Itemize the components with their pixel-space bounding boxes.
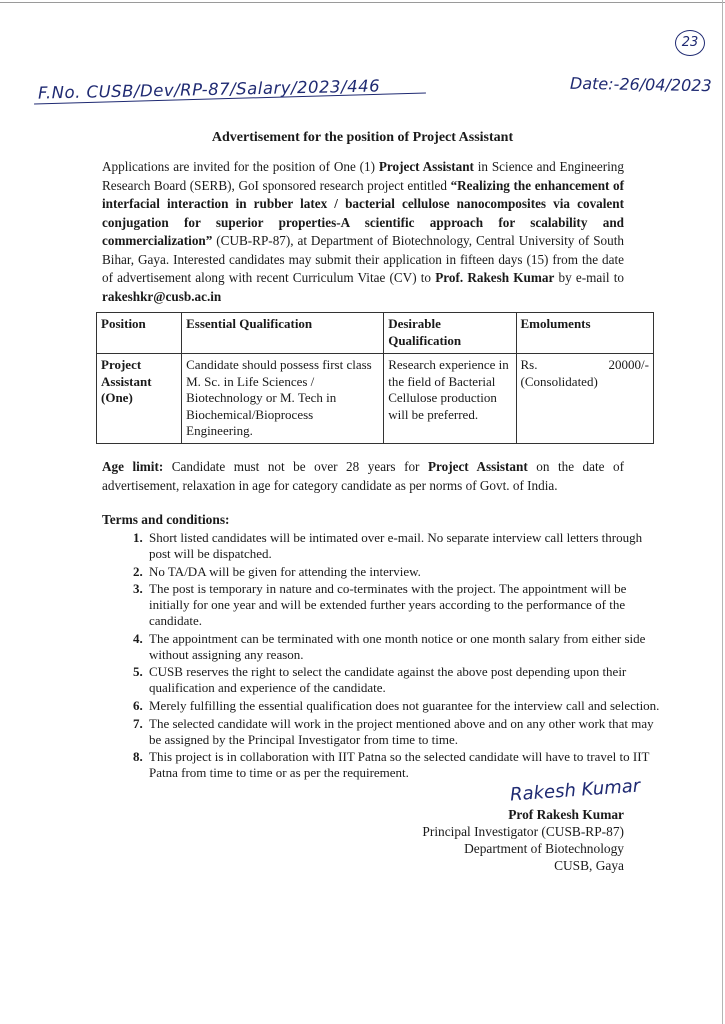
- age-limit-position: Project Assistant: [427, 459, 528, 474]
- header-emoluments: Emoluments: [516, 313, 653, 354]
- table-header-row: [97, 313, 654, 354]
- header-essential-qualification: Essential Qualification: [182, 313, 384, 354]
- intro-text-2: in Science and Engineering Research Board (SERB), GoI sponsored research project entitled: [102, 159, 624, 193]
- terms-heading: Terms and conditions:: [102, 512, 230, 527]
- age-limit-text-2: on the date of advertisement, relaxation in age for category candidate as per norms of Govt. of India.: [102, 459, 625, 493]
- header-position: Position: [97, 313, 182, 354]
- intro-text-3: (CUB-RP-87), at Department of Biotechnology, Central University of South Bihar, Gaya. Interested candidates may submit their application in fifteen days (15) from the date of advertisement along with recent Curriculum Vitae (CV) to: [102, 233, 624, 285]
- handwritten-page-number: 23: [675, 30, 705, 56]
- emoluments-amount: Rs. 20000/-: [520, 357, 649, 372]
- signatory-block: [360, 806, 624, 874]
- cell-essential-qualification: Candidate should possess first class M. Sc. in Life Sciences / Biotechnology or M. Tech in Biochemical/Bioprocess Engineering.: [182, 354, 384, 444]
- age-limit-text-1: Candidate must not be over 28 years for: [163, 459, 428, 474]
- emoluments-note: (Consolidated): [520, 373, 598, 389]
- intro-paragraph: [102, 158, 624, 306]
- header-desirable-qualification: Desirable Qualification: [384, 313, 516, 354]
- table-row: [97, 354, 654, 444]
- list-item: 1. Short listed candidates will be intimated over e-mail. No separate interview call letters through post will be dispatched.: [146, 530, 666, 562]
- age-limit-label: Age limit:: [102, 459, 164, 474]
- list-item: 8. This project is in collaboration with IIT Patna so the selected candidate will have to travel to IIT Patna from time to time or as per the requirement.: [146, 749, 666, 781]
- handwritten-file-reference: F.No. CUSB/Dev/RP-87/Salary/2023/446: [37, 76, 381, 103]
- signatory-name: Prof Rakesh Kumar: [508, 807, 624, 822]
- signatory-place: CUSB, Gaya: [554, 858, 624, 873]
- intro-text-1: Applications are invited for the position of One (1): [102, 159, 379, 174]
- cell-emoluments: [516, 354, 653, 444]
- contact-name: Prof. Rakesh Kumar: [435, 270, 555, 285]
- handwritten-signature: Rakesh Kumar: [509, 775, 641, 806]
- list-item: 2. No TA/DA will be given for attending the interview.: [146, 564, 666, 580]
- intro-text-4: by e-mail to: [554, 270, 624, 285]
- signatory-designation: Principal Investigator (CUSB-RP-87): [422, 824, 624, 839]
- list-item: 4. The appointment can be terminated with one month notice or one month salary from either side without assigning any reason.: [146, 631, 666, 663]
- intro-position-name: Project Assistant: [378, 159, 474, 174]
- scan-right-edge: [722, 0, 723, 1024]
- cell-position: Project Assistant (One): [97, 354, 182, 444]
- position-table: [96, 312, 654, 444]
- handwritten-date: Date:-26/04/2023: [569, 73, 712, 96]
- project-title: “Realizing the enhancement of interfacial interaction in rubber latex / bacterial cellulose nanocomposites via covalent conjugation for superior properties-A scientific approach for scalability and commercialization”: [102, 177, 625, 248]
- scan-top-edge: [0, 2, 725, 3]
- signatory-department: Department of Biotechnology: [464, 841, 624, 856]
- list-item: 7. The selected candidate will work in the project mentioned above and on any other work that may be assigned by the Principal Investigator from time to time.: [146, 716, 666, 748]
- list-item: 5. CUSB reserves the right to select the candidate against the above post depending upon their qualification and experience of the candidate.: [146, 664, 666, 696]
- contact-email: rakeshkr@cusb.ac.in: [102, 288, 222, 304]
- advertisement-title: Advertisement for the position of Project Assistant: [211, 130, 514, 145]
- terms-list: [104, 530, 666, 783]
- age-limit-paragraph: [102, 458, 624, 495]
- list-item: 3. The post is temporary in nature and co-terminates with the project. The appointment will be initially for one year and will be extended further years according to the performance of the candidate.: [146, 581, 666, 628]
- list-item: 6. Merely fulfilling the essential qualification does not guarantee for the interview call and selection.: [146, 698, 666, 714]
- cell-desirable-qualification: Research experience in the field of Bacterial Cellulose production will be preferred.: [384, 354, 516, 444]
